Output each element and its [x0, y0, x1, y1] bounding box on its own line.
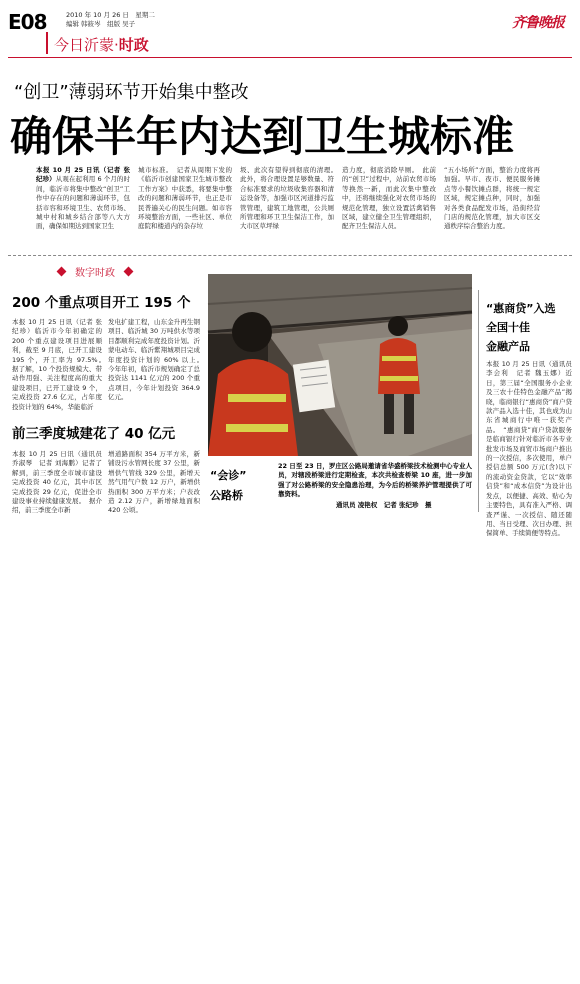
photo-credit: 通讯员 凌艳权 记者 张纪珍 摄 [336, 501, 432, 509]
news-photo [208, 274, 472, 456]
page-number: E08 [8, 10, 47, 34]
bridge-inspection-photo [208, 274, 472, 456]
header-rule [8, 57, 572, 58]
section-name: 今日沂蒙 [54, 36, 115, 54]
lead-headline: 确保半年内达到卫生城标准 [10, 112, 515, 161]
story1-headline: 200 个重点项目开工 195 个 [12, 295, 191, 311]
lead-column-text: 从观在起利用 6 个月的时间，临沂市将集中整改“创卫”工作中存在的问题和薄弱环节，包括市容和环境卫生、农贸市场、城中村和城乡结合部等八大方面，确保如期达到国家卫生 [36, 175, 130, 231]
section-title [54, 34, 149, 55]
lead-dateline: 本报 10 月 25 日讯（记者 张纪珍） [36, 166, 130, 184]
section-marker [46, 32, 48, 54]
photo-tag-line-2: 公路桥 [210, 489, 243, 502]
story1-column-2: 发电扩建工程，山东金升再生钢项目、临沂城 30 万吨供水等项目都顺利完成年度投资计划。沂蒙电动车、临沂紫翔城项目完成年度投资计划的 60% 以上。 今年年初，临沂市规划确定了总投资达 1141 亿元的 200 个重点项目，今年计划投资 364.9 亿元。 [108, 318, 207, 402]
section-dot: · [114, 36, 119, 54]
photo-caption: 22 日至 23 日，罗庄区公路局邀请省华盛桥梁技术检测中心专业人员，对辖段桥梁进行定期检查，本次共检查桥梁 10 座，进一步加强了对公路桥梁的安全隐患治理，为今后的桥梁养护管理提供了可靠资料。 [278, 462, 472, 499]
masthead-logo: 齐鲁晚报 [512, 15, 564, 31]
right-story-headline [486, 299, 555, 356]
story2-headline: 前三季度城建花了 40 亿元 [12, 426, 176, 442]
right-headline-line-1: “惠商贷”入选 [486, 302, 556, 315]
story2-column-1: 本报 10 月 25 日讯（通讯员 乔淑琴 记者 刘海鹏）记者了解到，前三季度全市城市建设完成投资 40 亿元，其中市区完成投资 29 亿元，促进全市建设事业持续健康发展。 据介绍，前三季度全市新 [12, 450, 102, 515]
date-line: 2010 年 10 月 26 日 星期二 [66, 11, 155, 19]
lead-deck: “创卫”薄弱环节开始集中整改 [14, 82, 249, 103]
lead-column-1 [36, 166, 130, 248]
photo-tag [210, 466, 246, 506]
lead-column-2: 城市标准。 记者从周期下发的《临沂市创建国家卫生城市整改工作方案》中获悉，将要集中整改的问题和薄弱环节，也正是市民普遍关心的民生问题。如市容环境整治方面，一些社区、单位庭院和楼道内的杂存垃 [138, 166, 232, 231]
kicker-label: 数字时政 [75, 268, 115, 279]
diamond-icon [124, 267, 134, 277]
section-divider [8, 255, 572, 256]
column-rule [478, 290, 479, 512]
diamond-icon [57, 267, 67, 277]
right-headline-line-3: 金融产品 [486, 340, 530, 353]
lead-column-3: 圾、此次有望得到彻底的清理。 此外，将合理设置足够数量、符合标准要求的垃圾收集容器和清运设备等，加强市区河道排污监管管理，建筑工地管理，公共厕所管理和环卫卫生保洁工作，加大市区草坪绿 [240, 166, 341, 231]
lead-column-4: 造力度，彻底消除早厕。 此前的“创卫”过程中，站前农贸市场等换然一新，而此次集中整改中，还将继续强化对农贸市场的规范化管理，独立设置活禽销售区域，建立健全卫生管理组织，配齐卫生保洁人员。 [342, 166, 436, 231]
photo-tag-line-1: “会诊” [210, 469, 247, 482]
editor-line: 编辑 韩筱岑 组版 吴子 [66, 20, 136, 28]
section-suffix: 时政 [118, 36, 149, 54]
right-headline-line-2: 全国十佳 [486, 321, 530, 334]
right-story-body: 本报 10 月 25 日讯（通讯员 李会利 记者 魏玉娜）近日，第三届“全国服务小企业及三农十佳特色金融产品”揭晓，临商银行“惠商贷”商户贷款产品入选十佳，其也成为山东省城商行中唯一获奖产品。 “惠商贷”商户贷款服务是临商银行针对临沂市各专业批发市场及商贸市场商户推出的一次授信，多次使用，单户授信总额 500 万元(含)以下的流动资金贷款，它以“效率信贷”和“成本信贷”为设计出发点，以便捷、高效、贴心为主要特色，具有准入严格、调查严谨、一次授信、随还随用、当日受理、次日办理、担保简单、手续简便等特点。 [486, 360, 572, 538]
story1-column-1: 本报 10 月 25 日讯（记者 张纪珍）临沂市今年初确定的 200 个重点建设项目进展顺利，截至 9 月底，已开工建设 195 个，开工率为 97.5%。 据了解，10 个投资规模大、带动作用强、关注程度高的重大建设项目，已开工建设 9 个，完成投资 27.6 亿元，占年度投资计划的 64%，华能临沂 [12, 318, 109, 411]
kicker-number-politics [48, 264, 142, 279]
story2-column-2: 增道路面积 354 万平方米，新铺设污水管网长度 37 公里，新增供气管线 329 公里，新增天然气用气户数 12 万户，新增供热面积 300 万平方米；户表改造 2.12 万户，新增绿地面积 420 公顷。 [108, 450, 200, 515]
header-meta [66, 11, 155, 29]
lead-column-5: “五小场所”方面，整治力度将再加强。早市、夜市、便民服务摊点等小餐饮摊点群，将统一规定区域，规定摊点种，同时，加强对各类食品配发市场，沿街经营门店的规范化管理，加大市区交通秩序综合整治力度。 [444, 166, 540, 231]
